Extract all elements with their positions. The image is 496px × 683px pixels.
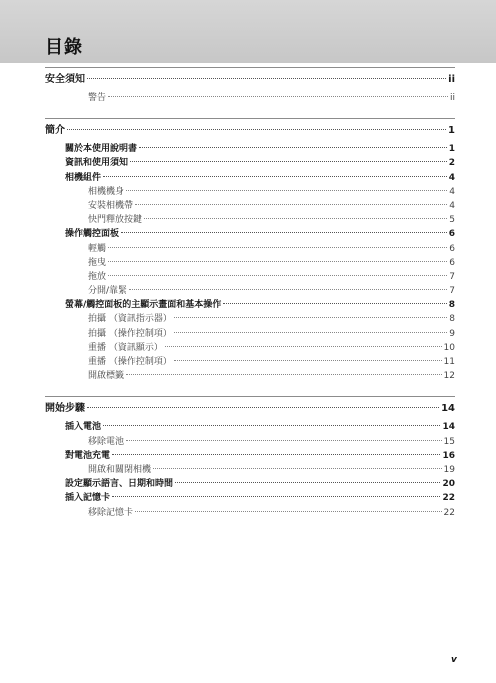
- dot-leader: [135, 204, 447, 205]
- dot-leader: [67, 129, 446, 130]
- toc-entry-label: 開啟標籤: [88, 371, 125, 382]
- toc-entry-page: 6: [449, 257, 455, 268]
- toc-entry-label: 相機組件: [65, 172, 102, 183]
- toc-entry-label: 警告: [88, 93, 107, 103]
- toc-entry-page: 1: [448, 144, 455, 155]
- dot-leader: [108, 275, 447, 276]
- dot-leader: [153, 468, 442, 469]
- toc-entry-page: 4: [449, 186, 455, 197]
- toc-entry-label: 安裝相機帶: [88, 200, 134, 211]
- toc-subsection-entry[interactable]: [45, 311, 455, 325]
- toc-entry-page: 16: [442, 450, 455, 461]
- toc-entry-label: 關於本使用說明書: [65, 144, 138, 155]
- toc-chapter-entry[interactable]: [45, 70, 455, 84]
- toc-section-entry[interactable]: [45, 170, 455, 184]
- dot-leader: [103, 176, 447, 177]
- toc-subsection-entry[interactable]: [45, 505, 455, 519]
- toc-subsection-entry[interactable]: [45, 255, 455, 269]
- toc-entry-label: 螢幕/觸控面板的主顯示畫面和基本操作: [65, 300, 222, 311]
- dot-leader: [165, 346, 442, 347]
- dot-leader: [144, 218, 447, 219]
- toc-entry-label: 插入記憶卡: [65, 493, 111, 504]
- toc-entry-label: 插入電池: [65, 422, 102, 433]
- dot-leader: [108, 261, 447, 262]
- dot-leader: [112, 496, 440, 497]
- toc-entry-page: ii: [448, 74, 455, 85]
- toc-entry-label: 拍攝 （資訊指示器）: [88, 314, 172, 325]
- toc-entry-label: 輕觸: [88, 243, 107, 254]
- dot-leader: [87, 407, 439, 408]
- toc-chapter-entry[interactable]: [45, 121, 455, 135]
- toc-subsection-entry[interactable]: [45, 241, 455, 255]
- toc-entry-page: 14: [442, 422, 455, 433]
- toc-section-entry[interactable]: [45, 141, 455, 155]
- dot-leader: [174, 360, 442, 361]
- toc-subsection-entry[interactable]: [45, 90, 455, 104]
- toc-section-entry[interactable]: [45, 448, 455, 462]
- toc-entry-page: 1: [448, 125, 455, 137]
- toc-entry-page: 6: [449, 243, 455, 254]
- toc-entry-page: 8: [449, 314, 455, 325]
- toc-subsection-entry[interactable]: [45, 340, 455, 354]
- toc-entry-page: 4: [449, 200, 455, 211]
- toc-entry-page: 10: [443, 342, 455, 353]
- dot-leader: [87, 78, 446, 79]
- toc-entry-label: 資訊和使用須知: [65, 158, 129, 169]
- toc-entry-label: 分開/靠緊: [88, 286, 128, 297]
- toc-subsection-entry[interactable]: [45, 326, 455, 340]
- toc-chapter-entry[interactable]: [45, 399, 455, 413]
- toc-subsection-entry[interactable]: [45, 269, 455, 283]
- toc-entry-page: ii: [449, 93, 455, 103]
- toc-section-entry[interactable]: [45, 226, 455, 240]
- toc-entry-page: 14: [441, 403, 455, 415]
- toc-entry-label: 拖放: [88, 271, 107, 282]
- section-gap: [45, 382, 455, 396]
- toc-entry-page: 2: [448, 158, 455, 169]
- toc-entry-label: 操作觸控面板: [65, 229, 120, 240]
- toc-subsection-entry[interactable]: [45, 283, 455, 297]
- toc-entry-page: 9: [449, 328, 455, 339]
- toc-entry-label: 快門釋放按鍵: [88, 215, 143, 226]
- toc-entry-label: 簡介: [45, 125, 65, 137]
- toc-section-entry[interactable]: [45, 155, 455, 169]
- toc-entry-label: 安全須知: [45, 74, 85, 85]
- dot-leader: [174, 317, 447, 318]
- dot-leader: [112, 454, 440, 455]
- toc-subsection-entry[interactable]: [45, 198, 455, 212]
- page-number: v: [451, 655, 457, 665]
- toc-section-entry[interactable]: [45, 490, 455, 504]
- section-rule: [45, 396, 455, 397]
- dot-leader: [130, 161, 447, 162]
- dot-leader: [135, 511, 442, 512]
- toc-section-entry[interactable]: [45, 297, 455, 311]
- section-rule: [45, 118, 455, 119]
- toc-entry-label: 相機機身: [88, 186, 125, 197]
- toc-entry-page: 19: [443, 464, 455, 475]
- toc-entry-label: 移除記憶卡: [88, 507, 134, 518]
- dot-leader: [175, 482, 440, 483]
- table-of-contents: [45, 67, 455, 519]
- toc-entry-label: 開啟和關閉相機: [88, 464, 152, 475]
- toc-subsection-entry[interactable]: [45, 212, 455, 226]
- toc-entry-label: 開始步驟: [45, 403, 85, 415]
- dot-leader: [108, 96, 448, 97]
- dot-leader: [126, 190, 447, 191]
- toc-entry-page: 22: [443, 507, 455, 518]
- dot-leader: [223, 303, 446, 304]
- dot-leader: [174, 332, 447, 333]
- toc-entry-label: 拍攝 （操作控制項）: [88, 328, 172, 339]
- toc-entry-page: 7: [449, 286, 455, 297]
- toc-subsection-entry[interactable]: [45, 434, 455, 448]
- toc-entry-page: 12: [443, 371, 455, 382]
- toc-entry-label: 對電池充電: [65, 450, 111, 461]
- dot-leader: [129, 289, 447, 290]
- section-rule: [45, 67, 455, 68]
- dot-leader: [126, 374, 442, 375]
- toc-section-entry[interactable]: [45, 419, 455, 433]
- toc-entry-label: 拖曳: [88, 257, 107, 268]
- toc-subsection-entry[interactable]: [45, 184, 455, 198]
- toc-subsection-entry[interactable]: [45, 462, 455, 476]
- toc-entry-page: 8: [448, 300, 455, 311]
- page-title: 目錄: [45, 37, 83, 58]
- toc-section-entry[interactable]: [45, 476, 455, 490]
- toc-entry-label: 重播 （資訊顯示）: [88, 342, 163, 353]
- toc-entry-page: 20: [442, 479, 455, 490]
- toc-subsection-entry[interactable]: [45, 354, 455, 368]
- toc-entry-page: 22: [442, 493, 455, 504]
- toc-entry-label: 設定顯示語言、日期和時間: [65, 479, 174, 490]
- section-gap: [45, 104, 455, 118]
- toc-entry-page: 15: [443, 436, 455, 447]
- toc-entry-label: 重播 （操作控制項）: [88, 357, 172, 367]
- toc-entry-label: 移除電池: [88, 436, 125, 447]
- toc-entry-page: 7: [449, 271, 455, 282]
- toc-entry-page: 6: [448, 229, 455, 240]
- toc-entry-page: 11: [443, 357, 455, 367]
- dot-leader: [103, 425, 440, 426]
- dot-leader: [139, 147, 447, 148]
- dot-leader: [121, 232, 447, 233]
- toc-entry-page: 4: [448, 172, 455, 183]
- dot-leader: [108, 247, 447, 248]
- toc-subsection-entry[interactable]: [45, 368, 455, 382]
- toc-entry-page: 5: [449, 215, 455, 226]
- dot-leader: [126, 440, 442, 441]
